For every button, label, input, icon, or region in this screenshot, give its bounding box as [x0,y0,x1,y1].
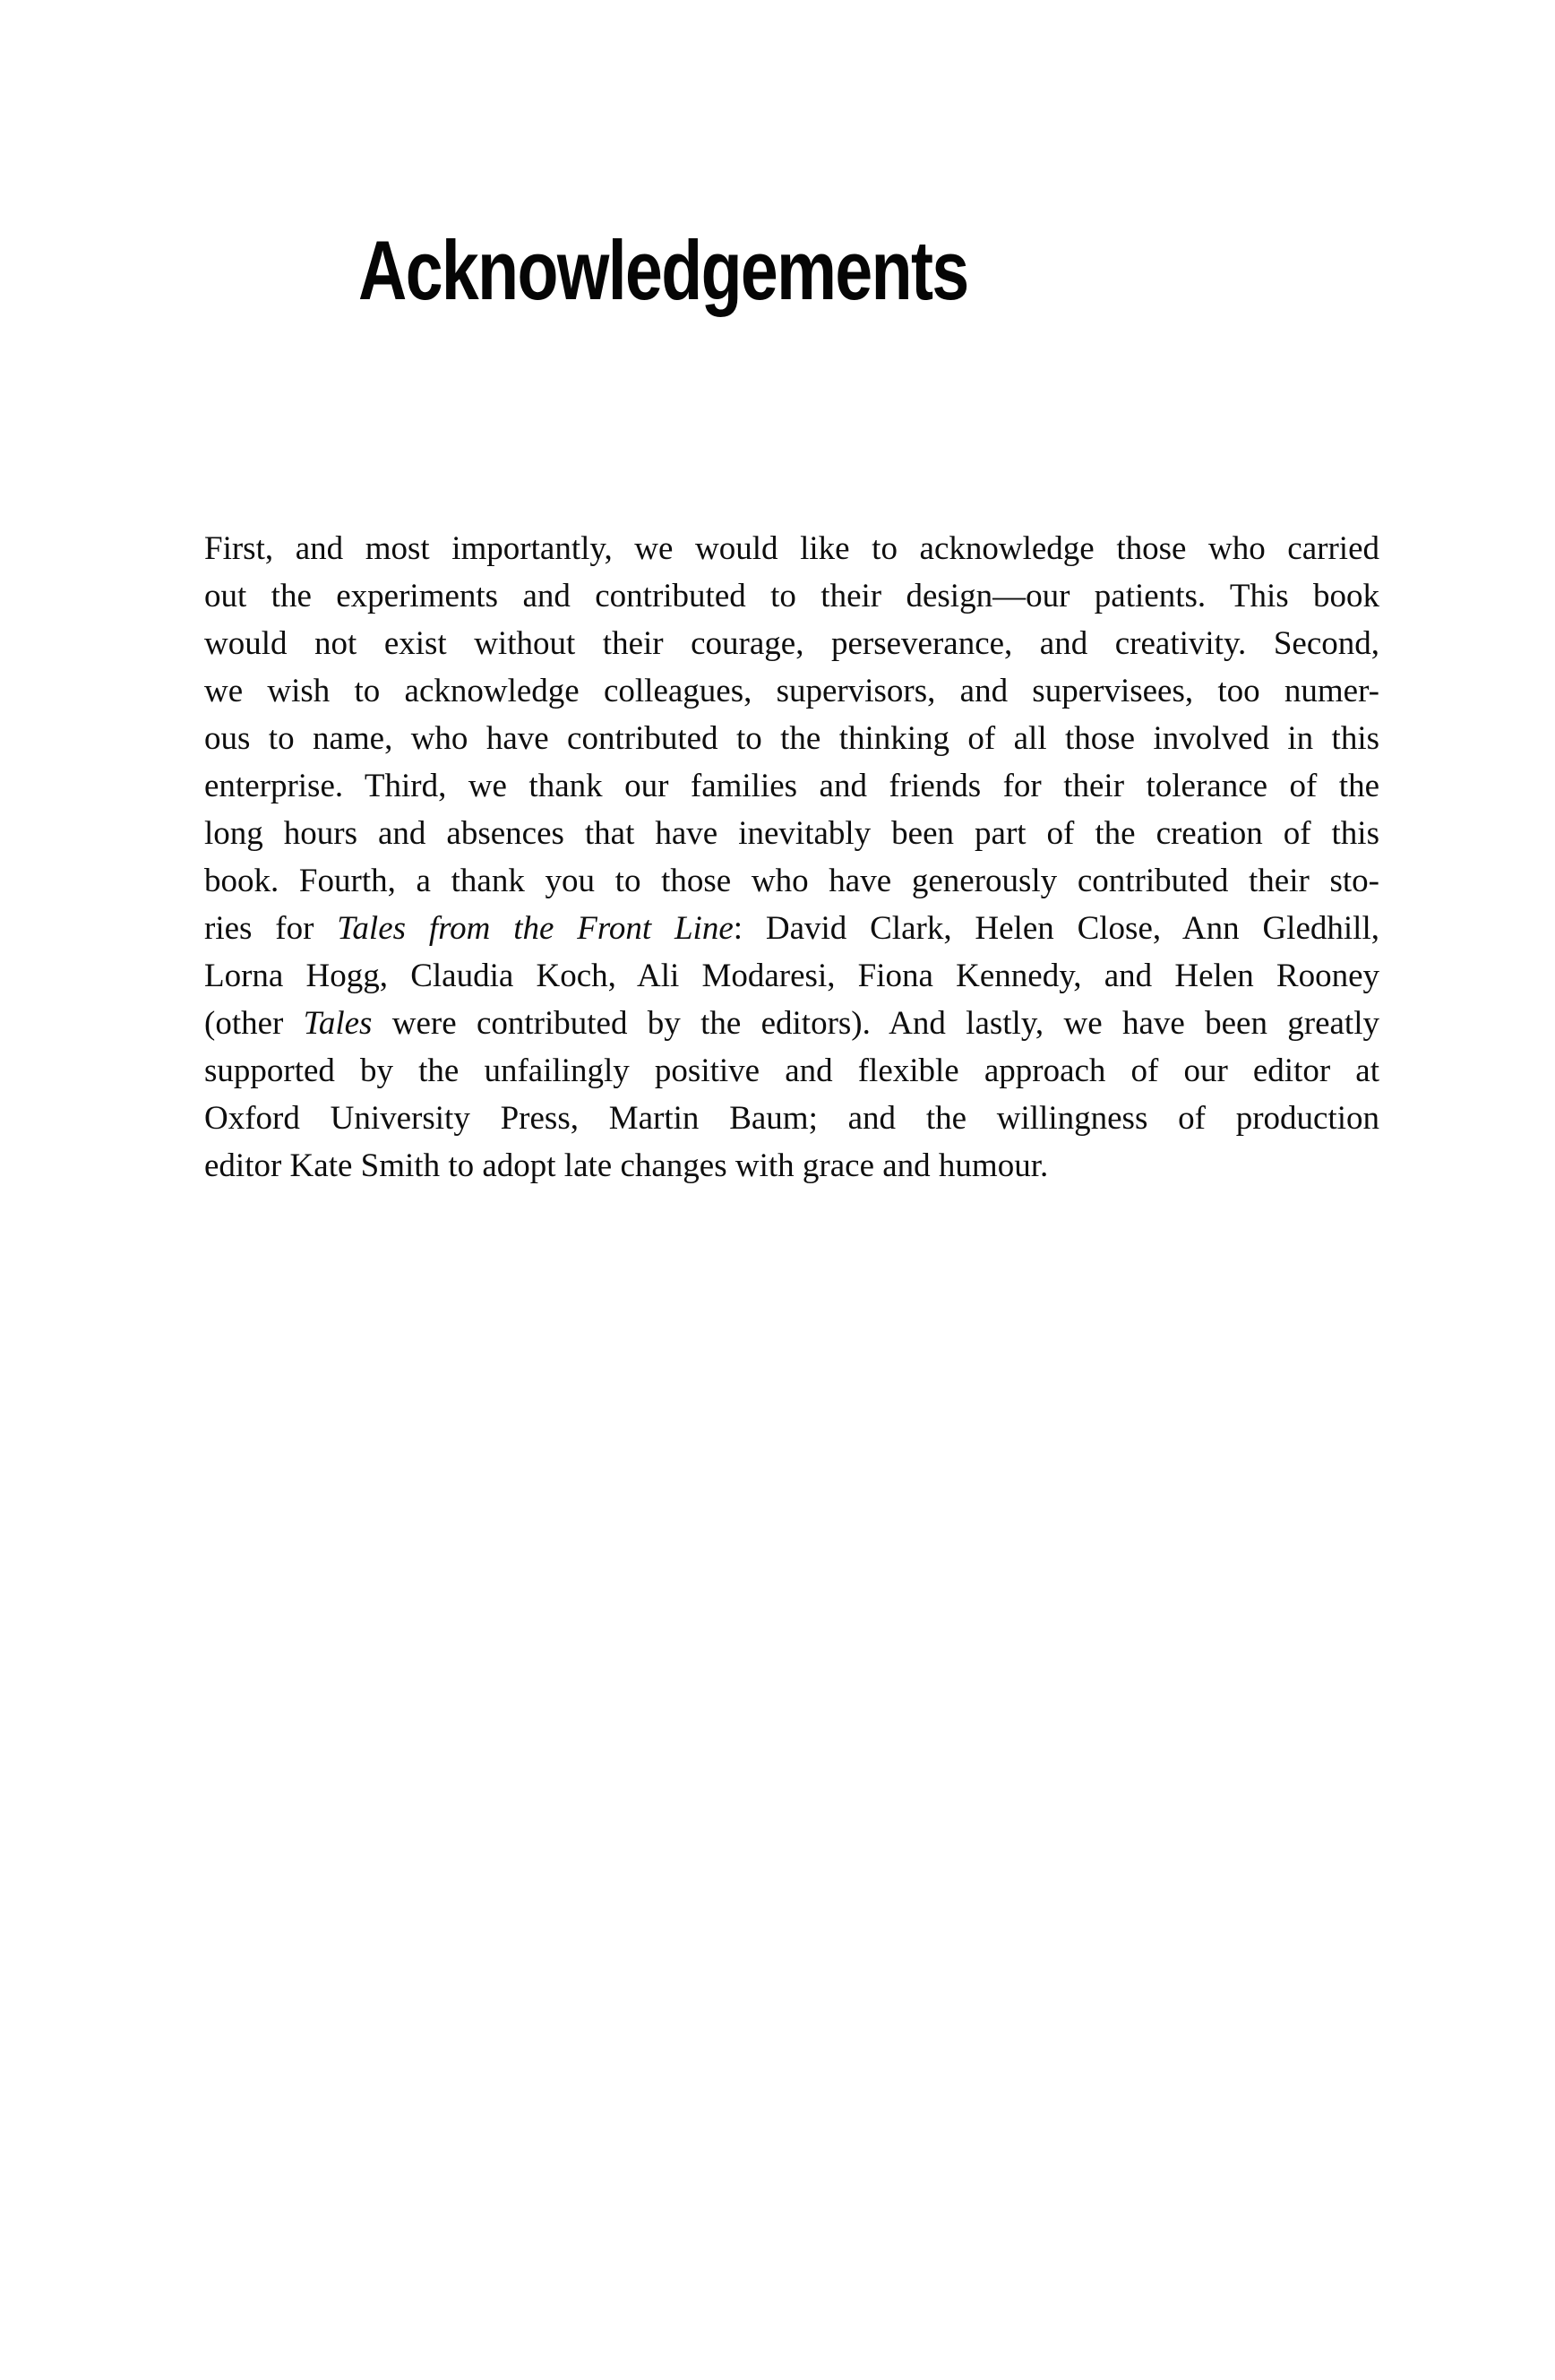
paragraph-line [204,667,1379,715]
paragraph-line [204,1095,1379,1142]
text-segment: ous to name, who have contributed to the thinking of all those involved in this [204,720,1379,757]
text-segment: ries for [204,910,338,947]
text-segment: editor Kate Smith to adopt late changes with grace and humour. [204,1147,1049,1184]
paragraph-line [204,1047,1379,1095]
text-segment: would not exist without their courage, perseverance, and creativity. Second, [204,625,1379,662]
text-segment: were contributed by the editors). And lastly, we have been greatly [372,1005,1379,1042]
text-segment: long hours and absences that have inevitably been part of the creation of this [204,815,1379,852]
paragraph-line [204,1000,1379,1047]
paragraph-line [204,1142,1379,1190]
acknowledgements-paragraph [204,525,1379,1190]
text-segment: Lorna Hogg, Claudia Koch, Ali Modaresi, Fiona Kennedy, and Helen Rooney [204,958,1379,994]
paragraph-line [204,525,1379,572]
italic-text-segment: Tales [303,1005,373,1042]
text-segment: (other [204,1005,304,1042]
paragraph-line [204,620,1379,667]
text-segment: : David Clark, Helen Close, Ann Gledhill, [733,910,1379,947]
text-segment: we wish to acknowledge colleagues, supervisors, and supervisees, too numer- [204,673,1379,709]
italic-text-segment: Tales from the Front Line [337,910,734,947]
paragraph-line [204,715,1379,762]
text-segment: First, and most importantly, we would like to acknowledge those who carried [204,530,1379,567]
paragraph-line [204,857,1379,905]
text-segment: enterprise. Third, we thank our families and friends for their tolerance of the [204,768,1379,804]
text-segment: Oxford University Press, Martin Baum; and the willingness of production [204,1100,1379,1137]
paragraph-line [204,905,1379,952]
paragraph-line [204,762,1379,810]
text-segment: supported by the unfailingly positive and flexible approach of our editor at [204,1053,1379,1089]
text-segment: book. Fourth, a thank you to those who have generously contributed their sto- [204,863,1379,899]
paragraph-line [204,952,1379,1000]
page-title: Acknowledgements [358,223,968,317]
paragraph-line [204,572,1379,620]
paragraph-line [204,810,1379,857]
text-segment: out the experiments and contributed to their design—our patients. This book [204,578,1379,614]
